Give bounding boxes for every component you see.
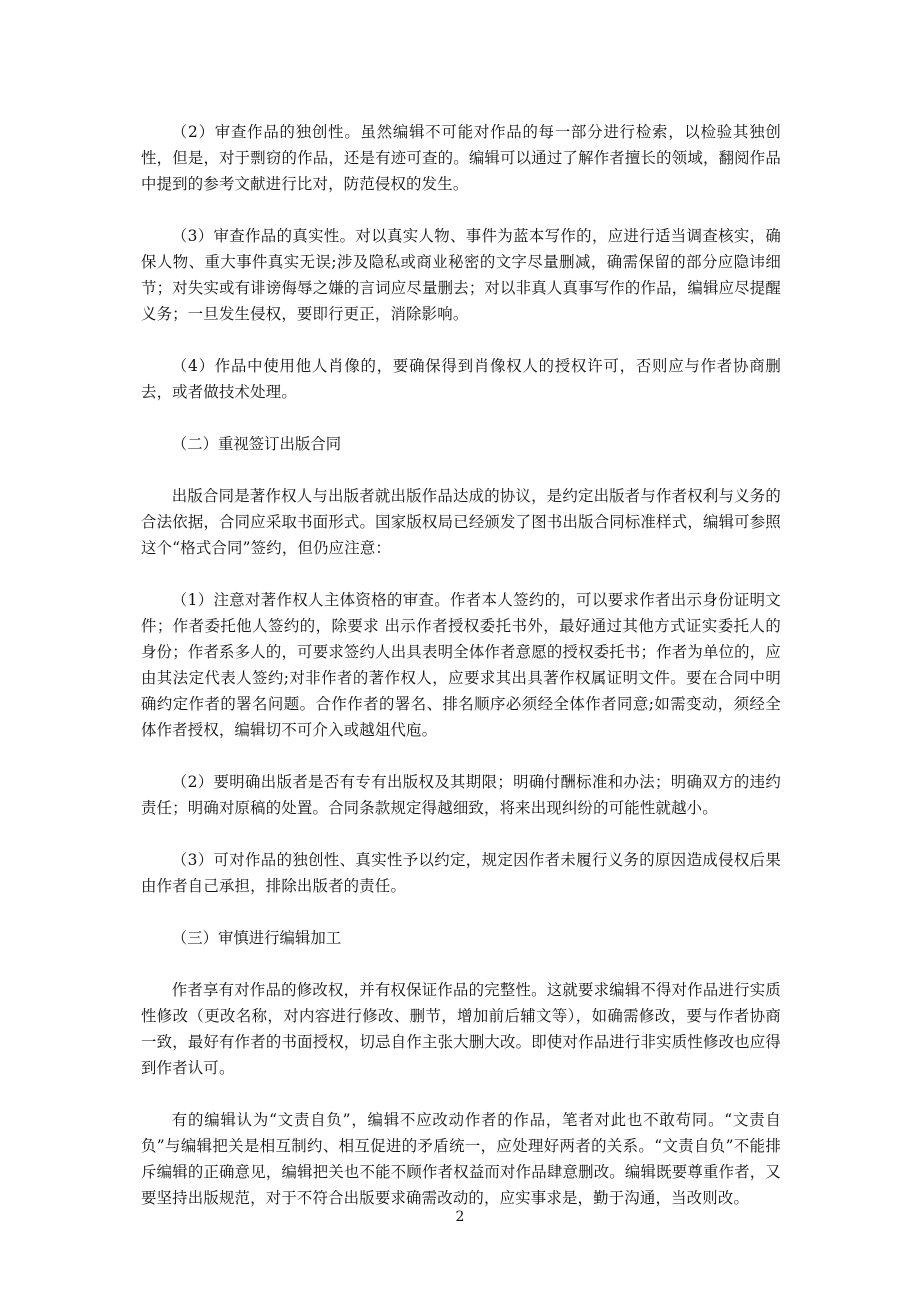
- paragraph-subject-qualification: （1）注意对著作权人主体资格的审查。作者本人签约的，可以要求作者出示身份证明文件；作者委托他人签约的，除要求 出示作者授权委托书外，最好通过其他方式证实委托人的身份；作者系多人的，可要求签约人出具表明全体作者意愿的授权委托书；作者为单位的，应由其法定代表人签约;对非作者的著作权人，应要求其出具著作权属证明文件。要在合同中明确约定作者的署名问题。合作作者的署名、排名顺序必须经全体作者同意;如需变动，须经全体作者授权，编辑切不可介入或越俎代庖。: [141, 591, 781, 739]
- paragraph-authenticity-review: （3）审查作品的真实性。对以真实人物、事件为蓝本写作的，应进行适当调查核实，确保人物、重大事件真实无误;涉及隐私或商业秘密的文字尽量删减，确需保留的部分应隐讳细节；对失实或有诽谤侮辱之嫌的言词应尽量删去；对以非真人真事写作的作品，编辑应尽提醒义务；一旦发生侵权，要即行更正，消除影响。: [141, 227, 781, 323]
- paragraph-portrait-rights: （4）作品中使用他人肖像的，要确保得到肖像权人的授权许可，否则应与作者协商删去，或者做技术处理。: [141, 357, 781, 401]
- paragraph-gap: [141, 743, 781, 769]
- paragraph-gap: [141, 197, 781, 223]
- paragraph-author-responsibility: 有的编辑认为“文责自负”，编辑不应改动作者的作品，笔者对此也不敢苟同。“文责自负”与编辑把关是相互制约、相互促进的矛盾统一，应处理好两者的关系。“文责自负”不能排斥编辑的正确意见，编辑把关也不能不顾作者权益而对作品肆意删改。编辑既要尊重作者，又要坚持出版规范，对于不符合出版要求确需改动的，应实事求是，勤于沟通，当改则改。: [141, 1111, 781, 1207]
- paragraph-gap: [141, 951, 781, 977]
- section-heading-contract: （二）重视签订出版合同: [171, 435, 342, 453]
- paragraph-gap: [141, 561, 781, 587]
- document-body: [141, 119, 781, 1211]
- paragraph-gap: [141, 327, 781, 353]
- paragraph-originality-review: （2）审查作品的独创性。虽然编辑不可能对作品的每一部分进行检索，以检验其独创性，但是，对于剽窃的作品，还是有迹可查的。编辑可以通过了解作者擅长的领域，翻阅作品中提到的参考文献进行比对，防范侵权的发生。: [141, 123, 781, 193]
- paragraph-gap: [141, 899, 781, 925]
- paragraph-liability-agreement: （3）可对作品的独创性、真实性予以约定，规定因作者未履行义务的原因造成侵权后果由作者自己承担，排除出版者的责任。: [141, 851, 781, 895]
- paragraph-contract-intro: 出版合同是著作权人与出版者就出版作品达成的协议，是约定出版者与作者权利与义务的合法依据，合同应采取书面形式。国家版权局已经颁发了图书出版合同标准样式，编辑可参照这个“格式合同”签约，但仍应注意：: [141, 487, 781, 557]
- paragraph-gap: [141, 457, 781, 483]
- paragraph-gap: [141, 1081, 781, 1107]
- paragraph-modification-right: 作者享有对作品的修改权，并有权保证作品的完整性。这就要求编辑不得对作品进行实质性修改（更改名称，对内容进行修改、删节，增加前后辅文等），如确需修改，要与作者协商一致，最好有作者的书面授权，切忌自作主张大删大改。即使对作品进行非实质性修改也应得到作者认可。: [141, 981, 781, 1077]
- paragraph-gap: [141, 821, 781, 847]
- paragraph-publishing-rights: （2）要明确出版者是否有专有出版权及其期限；明确付酬标准和办法；明确双方的违约责任；明确对原稿的处置。合同条款规定得越细致，将来出现纠纷的可能性就越小。: [141, 773, 781, 817]
- paragraph-gap: [141, 405, 781, 431]
- section-heading-editing: （三）审慎进行编辑加工: [171, 929, 342, 947]
- page-number: 2: [455, 1209, 465, 1225]
